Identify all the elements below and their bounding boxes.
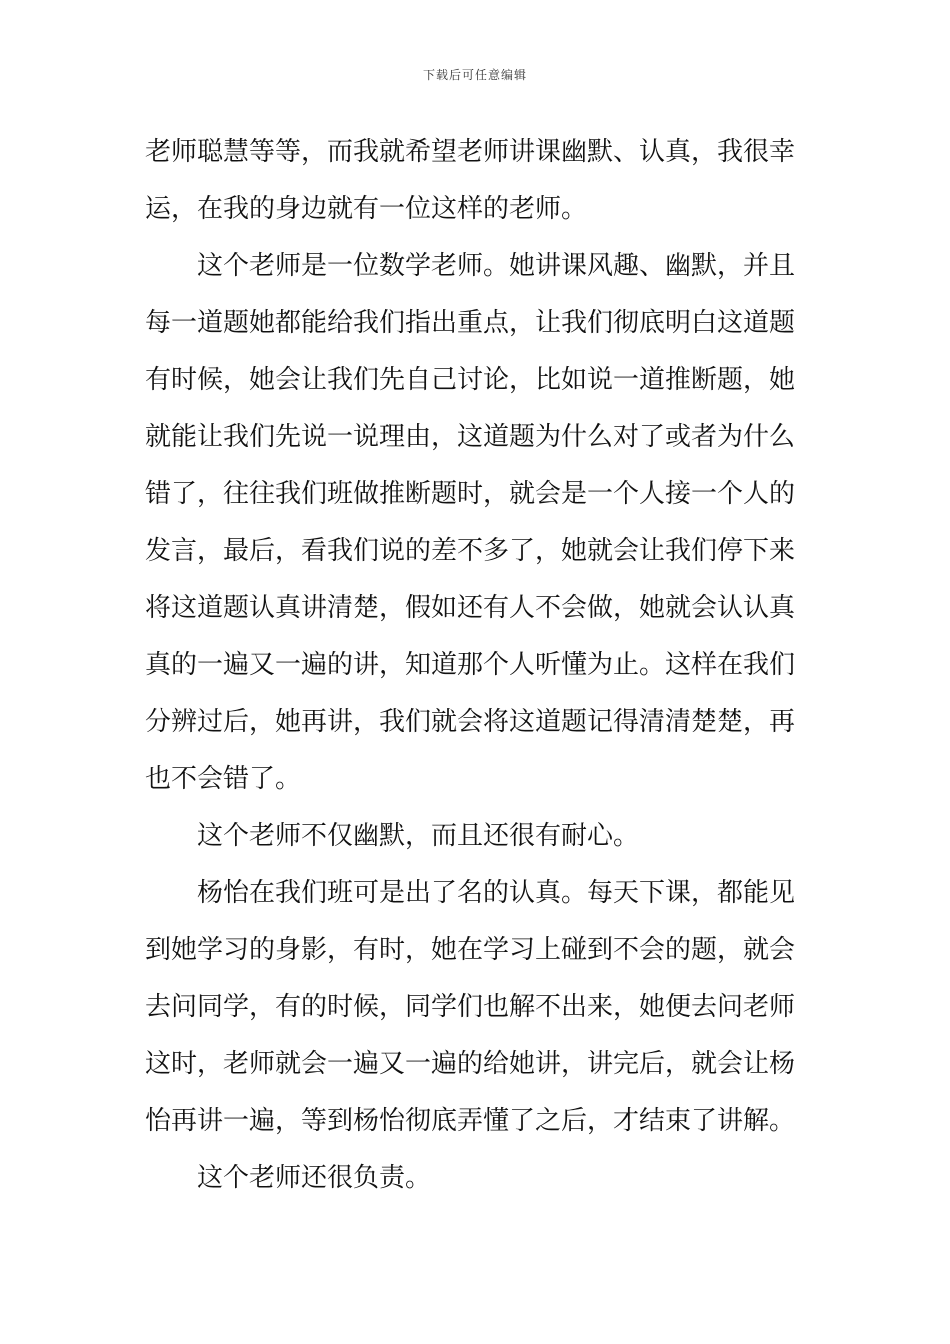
page-header: 下载后可任意编辑 [422, 68, 527, 82]
text-line: 分辨过后，她再讲，我们就会将这道题记得清清楚楚，再 [145, 707, 796, 737]
text-line: 怡再讲一遍，等到杨怡彻底弄懂了之后，才结束了讲解。 [145, 1106, 796, 1136]
document-body [145, 124, 805, 1207]
text-line: 将这道题认真讲清楚，假如还有人不会做，她就会认认真 [145, 593, 796, 623]
text-line: 这个老师还很负责。 [197, 1163, 432, 1193]
text-line: 老师聪慧等等，而我就希望老师讲课幽默、认真，我很幸 [145, 137, 796, 167]
text-line: 发言，最后，看我们说的差不多了，她就会让我们停下来 [145, 536, 796, 566]
paragraph [145, 808, 805, 865]
text-line: 运，在我的身边就有一位这样的老师。 [145, 194, 588, 224]
text-line: 这个老师不仅幽默，而且还很有耐心。 [197, 821, 640, 851]
text-line: 每一道题她都能给我们指出重点，让我们彻底明白这道题 [145, 308, 796, 338]
paragraph [145, 1150, 805, 1207]
text-line: 真的一遍又一遍的讲，知道那个人听懂为止。这样在我们 [145, 650, 796, 680]
text-line: 就能让我们先说一说理由，这道题为什么对了或者为什么 [145, 422, 796, 452]
text-line: 去问同学，有的时候，同学们也解不出来，她便去问老师 [145, 992, 796, 1022]
paragraph [145, 865, 805, 1150]
text-line: 杨怡在我们班可是出了名的认真。每天下课，都能见 [197, 878, 796, 908]
text-line: 有时候，她会让我们先自己讨论，比如说一道推断题，她 [145, 365, 796, 395]
text-line: 也不会错了。 [145, 764, 302, 794]
text-line: 这时，老师就会一遍又一遍的给她讲，讲完后，就会让杨 [145, 1049, 796, 1079]
text-line: 错了，往往我们班做推断题时，就会是一个人接一个人的 [145, 479, 796, 509]
paragraph [145, 124, 805, 238]
text-line: 到她学习的身影，有时，她在学习上碰到不会的题，就会 [145, 935, 796, 965]
text-line: 这个老师是一位数学老师。她讲课风趣、幽默，并且 [197, 251, 796, 281]
paragraph [145, 238, 805, 808]
